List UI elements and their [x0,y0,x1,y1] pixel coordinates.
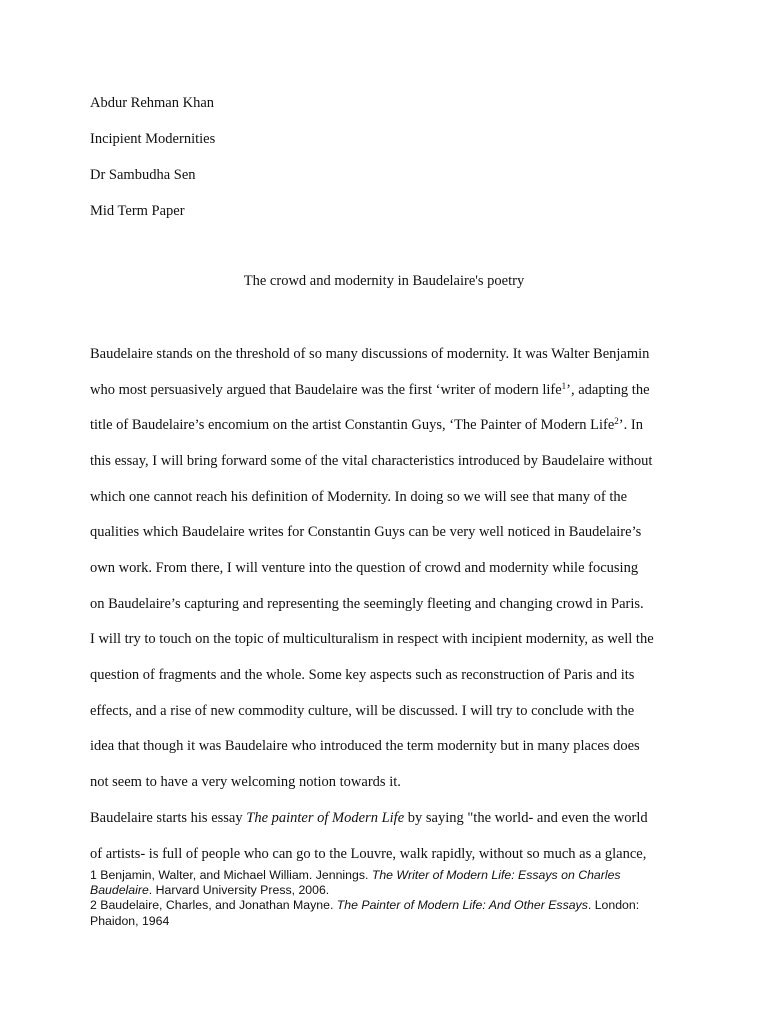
body-line: question of fragments and the whole. Some key aspects such as reconstruction of Paris and its [90,667,635,683]
paper-title: The crowd and modernity in Baudelaire's poetry [243,273,525,289]
footnote-ref-1: 1 [561,381,567,391]
footnotes [90,868,710,929]
course-name: Incipient Modernities [90,131,216,147]
body-line: I will try to touch on the topic of multiculturalism in respect with incipient modernity, as well the [90,631,654,647]
body-line: qualities which Baudelaire writes for Constantin Guys can be very well noticed in Baudelaire’s [90,524,642,540]
body-line: title of Baudelaire’s encomium on the artist Constantin Guys, ‘The Painter of Modern Life$^2$’. In [90,416,643,433]
footnote-1: 1 Benjamin, Walter, and Michael William. Jennings. The Writer of Modern Life: Essays on Charles Baudelaire. Harvard University Press, 2006. [90,868,621,898]
body-line: own work. From there, I will venture into the question of crowd and modernity while focusing [90,560,639,576]
body-line: not seem to have a very welcoming notion towards it. [90,774,401,790]
body-line: of artists- is full of people who can go to the Louvre, walk rapidly, without so much as a glance, [90,846,647,862]
footnote-ref-2: 2 [614,416,619,426]
body-line: Baudelaire starts his essay The painter of Modern Life by saying "the world- and even the world [90,810,648,826]
assignment-type: Mid Term Paper [90,203,185,219]
essay-title-italic: The painter of Modern Life [246,810,405,826]
body-line: which one cannot reach his definition of Modernity. In doing so we will see that many of the [90,489,628,505]
instructor-name: Dr Sambudha Sen [90,167,196,183]
body-line: who most persuasively argued that Baudelaire was the first ‘writer of modern life$^1$’, adapting the [90,381,650,398]
footnote-2: 2 Baudelaire, Charles, and Jonathan Mayne. The Painter of Modern Life: And Other Essays. London: Phaidon, 1964 [90,898,640,928]
body-line: this essay, I will bring forward some of the vital characteristics introduced by Baudelaire without [90,453,653,469]
body-line: idea that though it was Baudelaire who introduced the term modernity but in many places does [90,738,640,754]
author-name: Abdur Rehman Khan [90,95,215,111]
body-line: on Baudelaire’s capturing and representing the seemingly fleeting and changing crowd in Paris. [90,596,644,612]
body-line: Baudelaire stands on the threshold of so many discussions of modernity. It was Walter Benjamin [90,346,650,362]
body-line: effects, and a rise of new commodity culture, will be discussed. I will try to conclude with the [90,703,635,719]
